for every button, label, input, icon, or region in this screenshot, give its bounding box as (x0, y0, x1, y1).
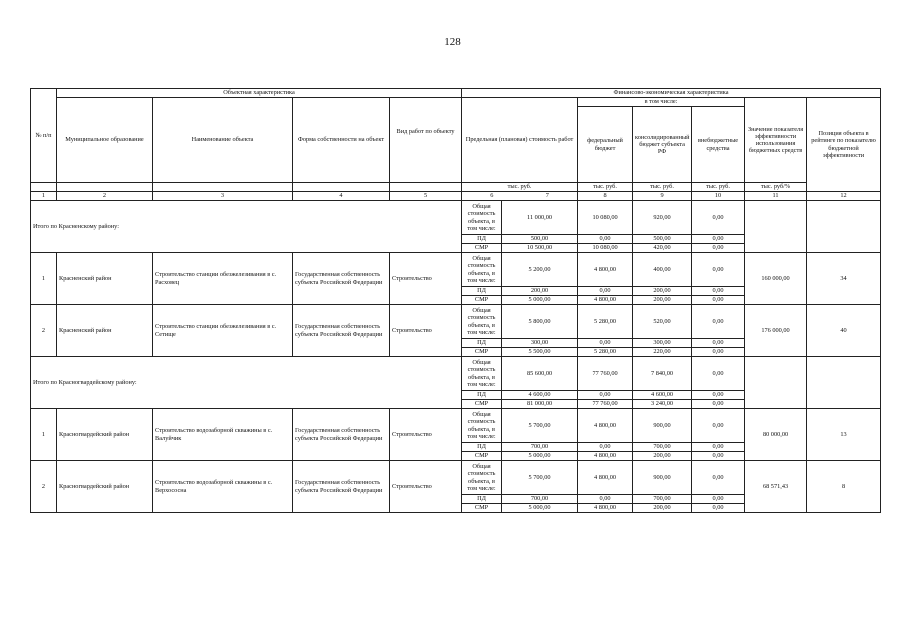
total-value: 5 200,00 (502, 253, 578, 287)
total-value: 0,00 (692, 357, 745, 391)
header-work-type: Вид работ по объекту (390, 98, 462, 183)
pd-value: 0,00 (578, 391, 633, 400)
pd-label: ПД (462, 495, 502, 504)
total-value: 0,00 (692, 305, 745, 339)
smr-value: 81 000,00 (502, 400, 578, 409)
row-number: 2 (31, 461, 57, 513)
smr-value: 4 800,00 (578, 504, 633, 513)
pd-value: 200,00 (502, 287, 578, 296)
smr-label: СМР (462, 348, 502, 357)
column-number: 10 (692, 192, 745, 201)
smr-value: 10 500,00 (502, 244, 578, 253)
total-label: Общая стоимость объекта, в том числе: (462, 253, 502, 287)
rank-value: 34 (807, 253, 881, 305)
column-numbers-row (31, 192, 881, 201)
header-finance-group: Финансово-экономическая характеристика (462, 89, 881, 98)
object-name: Строительство водозаборной скважины в с. Верхососна (153, 461, 293, 513)
total-value: 5 280,00 (578, 305, 633, 339)
smr-value: 200,00 (633, 504, 692, 513)
column-number: 11 (745, 192, 807, 201)
pd-value: 4 600,00 (633, 391, 692, 400)
total-value: 0,00 (692, 409, 745, 443)
header-consolidated: консолидированный бюджет субъекта РФ (633, 107, 692, 183)
pd-value: 0,00 (692, 235, 745, 244)
total-label: Общая стоимость объекта, в том числе: (462, 305, 502, 339)
object-name: Строительство станции обезжелезивания в с. Расховец (153, 253, 293, 305)
pd-label: ПД (462, 287, 502, 296)
header-efficiency: Значение показателя эффективности использования бюджетных средств (745, 98, 807, 183)
smr-value: 200,00 (633, 296, 692, 305)
column-number (462, 192, 578, 201)
row-number: 2 (31, 305, 57, 357)
pd-value: 0,00 (692, 443, 745, 452)
smr-label: СМР (462, 452, 502, 461)
work-type: Строительство (390, 305, 462, 357)
smr-value: 4 800,00 (578, 296, 633, 305)
column-number: 8 (578, 192, 633, 201)
unit-consolidated: тыс. руб. (633, 183, 692, 192)
total-value: 7 840,00 (633, 357, 692, 391)
header-max-cost: Предельная (плановая) стоимость работ (462, 98, 578, 183)
smr-value: 5 000,00 (502, 504, 578, 513)
header-object-name: Наименование объекта (153, 98, 293, 183)
pd-label: ПД (462, 235, 502, 244)
smr-value: 0,00 (692, 400, 745, 409)
total-value: 5 700,00 (502, 461, 578, 495)
smr-label: СМР (462, 244, 502, 253)
pd-label: ПД (462, 443, 502, 452)
ownership: Государственная собственность субъекта Российской Федерации (293, 305, 390, 357)
pd-value: 0,00 (578, 495, 633, 504)
header-object-group: Объектная характеристика (57, 89, 462, 98)
total-value: 85 600,00 (502, 357, 578, 391)
header-federal: федеральный бюджет (578, 107, 633, 183)
object-name: Строительство станции обезжелезивания в с. Сетище (153, 305, 293, 357)
pd-value: 0,00 (692, 287, 745, 296)
pd-value: 0,00 (578, 235, 633, 244)
rank-value: 8 (807, 461, 881, 513)
row-number: 1 (31, 409, 57, 461)
total-row (31, 357, 881, 391)
pd-value: 0,00 (578, 287, 633, 296)
column-number: 12 (807, 192, 881, 201)
column-number: 6 (490, 192, 494, 200)
municipality: Красногвардейский район (57, 409, 153, 461)
smr-value: 0,00 (692, 348, 745, 357)
unit-efficiency: тыс. руб/% (745, 183, 807, 192)
ownership: Государственная собственность субъекта Российской Федерации (293, 409, 390, 461)
smr-value: 5 500,00 (502, 348, 578, 357)
municipality: Красненский район (57, 305, 153, 357)
pd-value: 700,00 (633, 443, 692, 452)
work-type: Строительство (390, 461, 462, 513)
total-row (31, 253, 881, 287)
total-label: Общая стоимость объекта, в том числе: (462, 409, 502, 443)
budget-table (30, 88, 881, 513)
total-value: 11 000,00 (502, 201, 578, 235)
total-value: 520,00 (633, 305, 692, 339)
total-label: Общая стоимость объекта, в том числе: (462, 357, 502, 391)
pd-value: 300,00 (502, 339, 578, 348)
pd-value: 0,00 (692, 339, 745, 348)
unit-extrabudget: тыс. руб. (692, 183, 745, 192)
column-number: 2 (57, 192, 153, 201)
header-municipality: Муниципальное образование (57, 98, 153, 183)
unit-max-cost: тыс. руб. (462, 183, 578, 192)
pd-label: ПД (462, 339, 502, 348)
pd-value: 4 600,00 (502, 391, 578, 400)
row-number: 1 (31, 253, 57, 305)
pd-value: 0,00 (578, 443, 633, 452)
smr-value: 77 760,00 (578, 400, 633, 409)
header-extrabudget: внебюджетные средства (692, 107, 745, 183)
municipality: Красногвардейский район (57, 461, 153, 513)
column-number: 7 (545, 192, 549, 200)
total-value: 0,00 (692, 201, 745, 235)
pd-value: 700,00 (633, 495, 692, 504)
smr-label: СМР (462, 400, 502, 409)
column-number: 9 (633, 192, 692, 201)
efficiency-value: 176 000,00 (745, 305, 807, 357)
smr-label: СМР (462, 504, 502, 513)
total-value: 10 080,00 (578, 201, 633, 235)
page-number: 128 (444, 36, 461, 48)
column-number: 3 (153, 192, 293, 201)
total-row (31, 409, 881, 443)
efficiency-value: 160 000,00 (745, 253, 807, 305)
total-label: Общая стоимость объекта, в том числе: (462, 461, 502, 495)
rank-value: 13 (807, 409, 881, 461)
work-type: Строительство (390, 253, 462, 305)
pd-value: 0,00 (692, 391, 745, 400)
smr-value: 420,00 (633, 244, 692, 253)
smr-value: 0,00 (692, 504, 745, 513)
column-number: 5 (390, 192, 462, 201)
total-value: 5 700,00 (502, 409, 578, 443)
header-rank: Позиция объекта в рейтинге по показателю бюджетной эффективности (807, 98, 881, 192)
total-value: 400,00 (633, 253, 692, 287)
unit-federal: тыс. руб. (578, 183, 633, 192)
ownership: Государственная собственность субъекта Российской Федерации (293, 253, 390, 305)
smr-value: 4 800,00 (578, 452, 633, 461)
header-including: в том числе: (578, 98, 745, 107)
total-label: Общая стоимость объекта, в том числе: (462, 201, 502, 235)
ownership: Государственная собственность субъекта Российской Федерации (293, 461, 390, 513)
column-number: 1 (31, 192, 57, 201)
smr-value: 5 280,00 (578, 348, 633, 357)
total-value: 0,00 (692, 253, 745, 287)
smr-value: 0,00 (692, 452, 745, 461)
district-total-title: Итого по Красненскому району: (31, 201, 462, 253)
header-num: № п/п (31, 89, 57, 183)
total-value: 4 800,00 (578, 253, 633, 287)
pd-value: 500,00 (633, 235, 692, 244)
pd-value: 200,00 (633, 287, 692, 296)
total-row (31, 201, 881, 235)
pd-value: 0,00 (578, 339, 633, 348)
object-name: Строительство водозаборной скважины в с. Валуйчик (153, 409, 293, 461)
total-value: 900,00 (633, 461, 692, 495)
smr-value: 5 000,00 (502, 296, 578, 305)
rank-empty (807, 357, 881, 409)
total-value: 77 760,00 (578, 357, 633, 391)
smr-value: 0,00 (692, 244, 745, 253)
total-value: 0,00 (692, 461, 745, 495)
pd-value: 0,00 (692, 495, 745, 504)
total-value: 920,00 (633, 201, 692, 235)
smr-value: 5 000,00 (502, 452, 578, 461)
rank-value: 40 (807, 305, 881, 357)
header-ownership: Форма собственности на объект (293, 98, 390, 183)
total-row (31, 461, 881, 495)
rank-empty (807, 201, 881, 253)
pd-value: 500,00 (502, 235, 578, 244)
municipality: Красненский район (57, 253, 153, 305)
smr-value: 200,00 (633, 452, 692, 461)
work-type: Строительство (390, 409, 462, 461)
efficiency-empty (745, 357, 807, 409)
pd-value: 700,00 (502, 495, 578, 504)
efficiency-empty (745, 201, 807, 253)
pd-value: 300,00 (633, 339, 692, 348)
smr-value: 10 080,00 (578, 244, 633, 253)
smr-label: СМР (462, 296, 502, 305)
total-row (31, 305, 881, 339)
smr-value: 0,00 (692, 296, 745, 305)
total-value: 4 800,00 (578, 461, 633, 495)
efficiency-value: 68 571,43 (745, 461, 807, 513)
pd-value: 700,00 (502, 443, 578, 452)
efficiency-value: 80 000,00 (745, 409, 807, 461)
pd-label: ПД (462, 391, 502, 400)
total-value: 5 800,00 (502, 305, 578, 339)
column-number: 4 (293, 192, 390, 201)
smr-value: 3 240,00 (633, 400, 692, 409)
district-total-title: Итого по Красногвардейскому району: (31, 357, 462, 409)
smr-value: 220,00 (633, 348, 692, 357)
total-value: 900,00 (633, 409, 692, 443)
total-value: 4 800,00 (578, 409, 633, 443)
